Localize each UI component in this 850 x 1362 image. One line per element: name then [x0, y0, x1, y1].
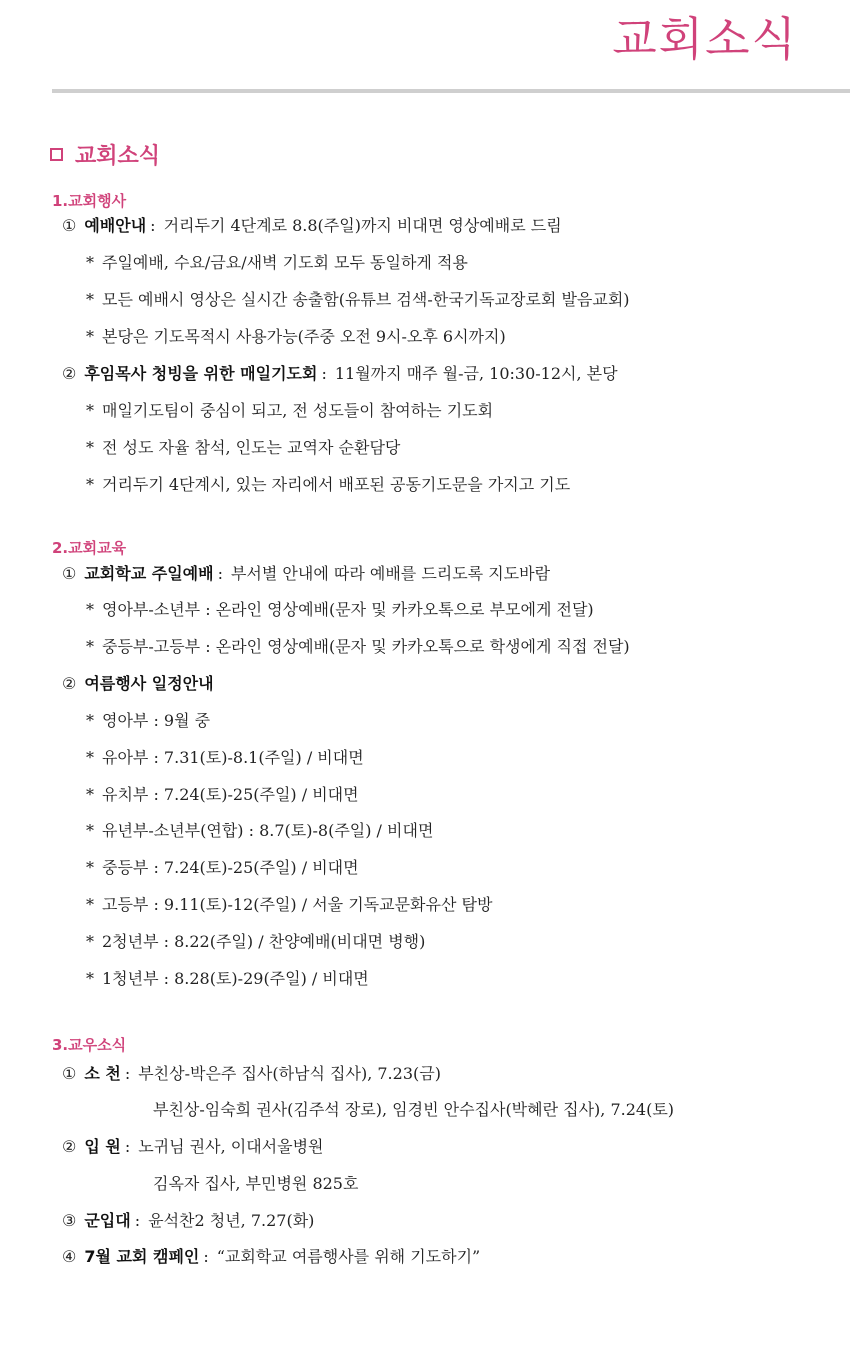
event-item-2-sub-1: * 매일기도팀이 중심이 되고, 전 성도들이 참여하는 기도회: [86, 401, 494, 420]
event-item-2-sub-2: * 전 성도 자율 참석, 인도는 교역자 순환담당: [86, 438, 401, 457]
item-label: 후임목사 청빙을 위한 매일기도회: [84, 364, 318, 383]
summer-schedule-6: * 고등부 : 9.11(토)-12(주일) / 서울 기독교문화유산 탐방: [86, 895, 493, 914]
member-item-2-cont: 김옥자 집사, 부민병원 825호: [153, 1174, 359, 1193]
category-education: 2.교회교육: [52, 539, 127, 557]
member-item-1: ① 소 천 : 부친상-박은주 집사(하남식 집사), 7.23(금): [62, 1064, 441, 1083]
item-label: 입 원: [84, 1137, 121, 1156]
education-item-1-sub-1: * 영아부-소년부 : 온라인 영상예배(문자 및 카카오톡으로 부모에게 전달): [86, 600, 594, 619]
section-title: 교회소식: [75, 144, 161, 169]
header-divider: [52, 89, 850, 93]
summer-schedule-4: * 유년부-소년부(연합) : 8.7(토)-8(주일) / 비대면: [86, 821, 434, 840]
summer-schedule-5: * 중등부 : 7.24(토)-25(주일) / 비대면: [86, 858, 359, 877]
square-bullet-icon: [50, 148, 63, 161]
masthead-title: 교회소식: [612, 12, 798, 66]
summer-schedule-3: * 유치부 : 7.24(토)-25(주일) / 비대면: [86, 785, 359, 804]
summer-schedule-7: * 2청년부 : 8.22(주일) / 찬양예배(비대면 병행): [86, 932, 426, 951]
item-label: 교회학교 주일예배: [84, 564, 214, 583]
item-label: 소 천: [84, 1064, 121, 1083]
education-item-2: ② 여름행사 일정안내: [62, 674, 214, 693]
summer-schedule-1: * 영아부 : 9월 중: [86, 711, 211, 730]
category-members: 3.교우소식: [52, 1036, 127, 1054]
summer-schedule-2: * 유아부 : 7.31(토)-8.1(주일) / 비대면: [86, 748, 364, 767]
member-item-3: ③ 군입대 : 윤석찬2 청년, 7.27(화): [62, 1211, 315, 1230]
education-item-1-sub-2: * 중등부-고등부 : 온라인 영상예배(문자 및 카카오톡으로 학생에게 직접 전달): [86, 637, 630, 656]
section-heading: [50, 139, 160, 170]
event-item-1: ① 예배안내 : 거리두기 4단계로 8.8(주일)까지 비대면 영상예배로 드림: [62, 216, 562, 235]
member-item-1-cont: 부친상-임숙희 권사(김주석 장로), 임경빈 안수집사(박혜란 집사), 7.24(토): [153, 1100, 675, 1119]
member-item-4: ④ 7월 교회 캠페인 : “교회학교 여름행사를 위해 기도하기”: [62, 1247, 481, 1266]
event-item-1-sub-1: * 주일예배, 수요/금요/새벽 기도회 모두 동일하게 적용: [86, 253, 468, 272]
summer-schedule-8: * 1청년부 : 8.28(토)-29(주일) / 비대면: [86, 969, 369, 988]
item-label: 여름행사 일정안내: [84, 674, 214, 693]
item-label: 군입대: [84, 1211, 131, 1230]
item-label: 7월 교회 캠페인: [84, 1247, 200, 1266]
event-item-2-sub-3: * 거리두기 4단계시, 있는 자리에서 배포된 공동기도문을 가지고 기도: [86, 475, 571, 494]
item-label: 예배안내: [84, 216, 147, 235]
education-item-1: ① 교회학교 주일예배 : 부서별 안내에 따라 예배를 드리도록 지도바람: [62, 564, 551, 583]
event-item-2: ② 후임목사 청빙을 위한 매일기도회 : 11월까지 매주 월-금, 10:30-12시, 본당: [62, 364, 618, 383]
event-item-1-sub-2: * 모든 예배시 영상은 실시간 송출함(유튜브 검색-한국기독교장로회 발음교회): [86, 290, 630, 309]
category-events: 1.교회행사: [52, 192, 127, 210]
member-item-2: ② 입 원 : 노귀님 권사, 이대서울병원: [62, 1137, 324, 1156]
event-item-1-sub-3: * 본당은 기도목적시 사용가능(주중 오전 9시-오후 6시까지): [86, 327, 506, 346]
